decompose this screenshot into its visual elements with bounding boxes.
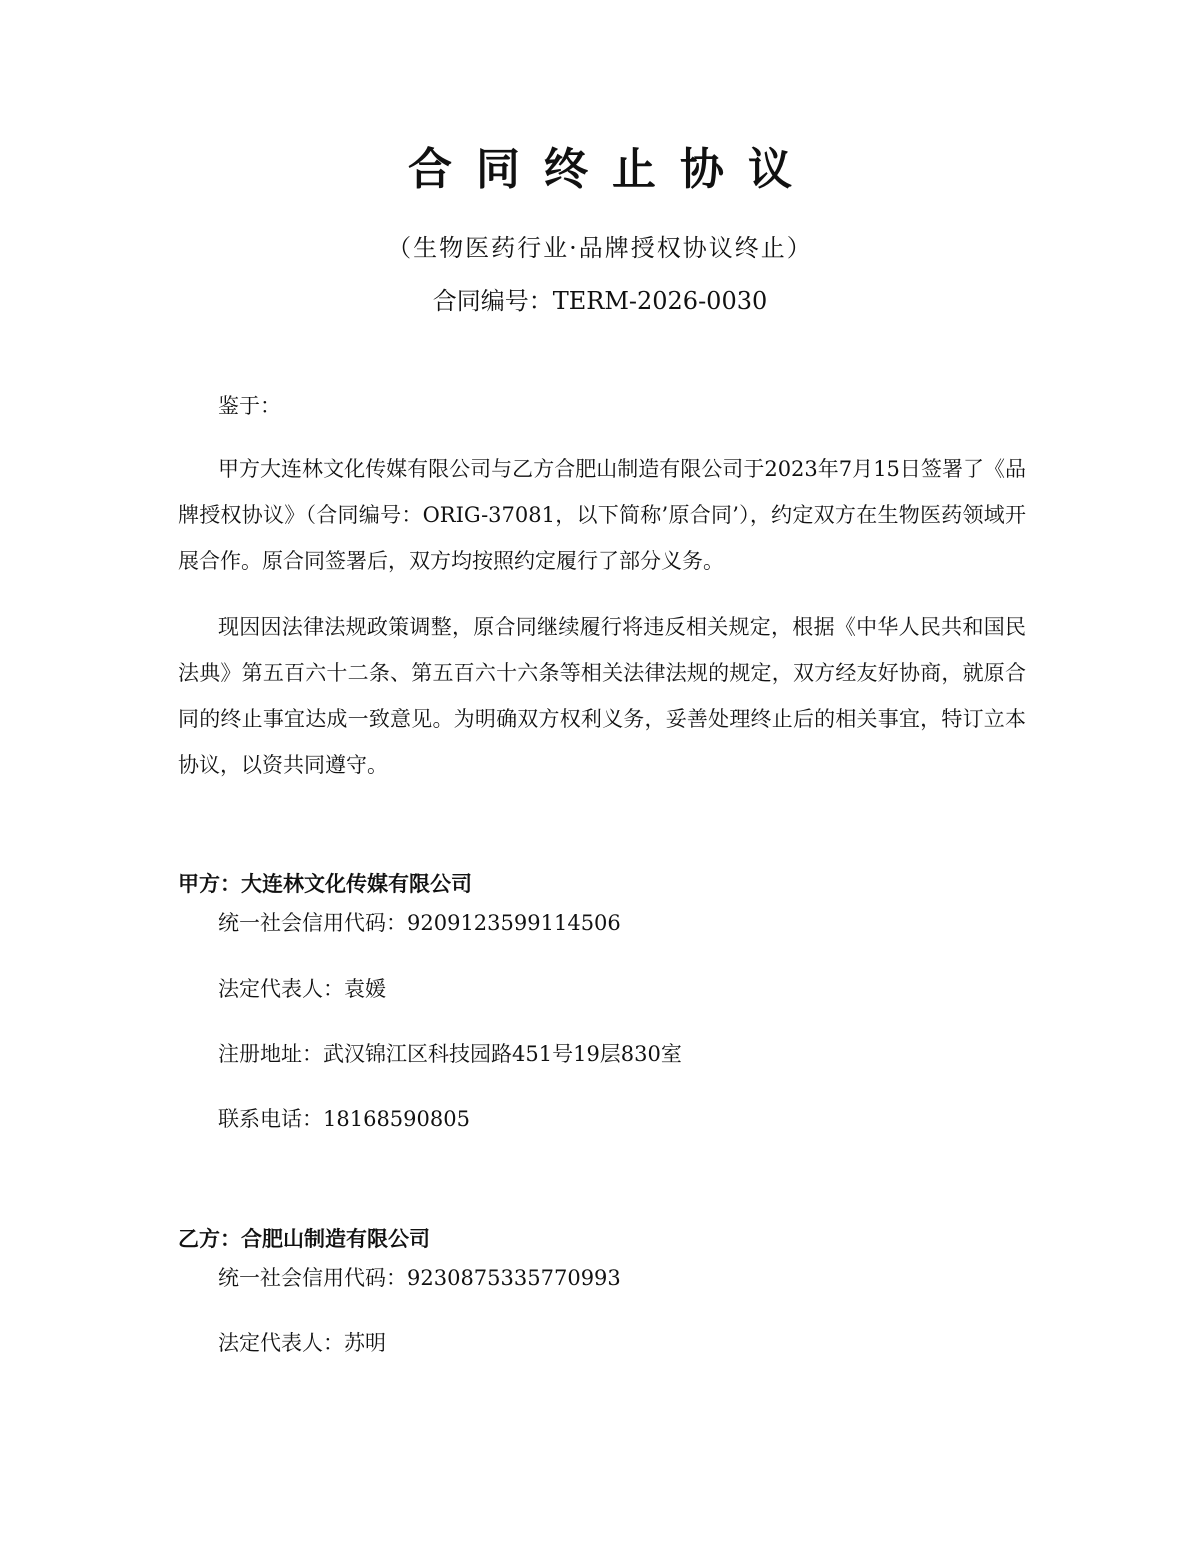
document-title: 合同终止协议 [408,144,816,195]
whereas-label: 鉴于： [218,394,281,418]
party-a-credit-code: 统一社会信用代码：9209123599114506 [218,911,621,935]
party-b-heading: 乙方：合肥山制造有限公司 [178,1227,430,1251]
party-a-legal-rep: 法定代表人：袁媛 [218,977,386,1001]
contract-number: 合同编号：TERM-2026-0030 [432,287,768,315]
document-subtitle: （生物医药行业·品牌授权协议终止） [387,234,813,262]
party-b-legal-rep: 法定代表人：苏明 [218,1331,386,1355]
party-b-credit-code: 统一社会信用代码：9230875335770993 [218,1266,621,1290]
party-a-heading: 甲方：大连林文化传媒有限公司 [178,872,472,896]
recital-paragraph-2: 现因因法律法规政策调整，原合同继续履行将违反相关规定，根据《中华人民共和国民法典》第五百六十二条、第五百六十六条等相关法律法规的规定，双方经友好协商，就原合同的终止事宜达成一致意见。为明确双方权利义务，妥善处理终止后的相关事宜，特订立本协议，以资共同遵守。 [178,615,1026,777]
party-a-address: 注册地址：武汉锦江区科技园路451号19层830室 [218,1042,682,1066]
recital-paragraph-1: 甲方大连林文化传媒有限公司与乙方合肥山制造有限公司于2023年7月15日签署了《品牌授权协议》（合同编号：ORIG-37081，以下简称’原合同’），约定双方在生物医药领域开展合作。原合同签署后，双方均按照约定履行了部分义务。 [178,457,1026,573]
party-a-phone: 联系电话：18168590805 [218,1107,470,1131]
